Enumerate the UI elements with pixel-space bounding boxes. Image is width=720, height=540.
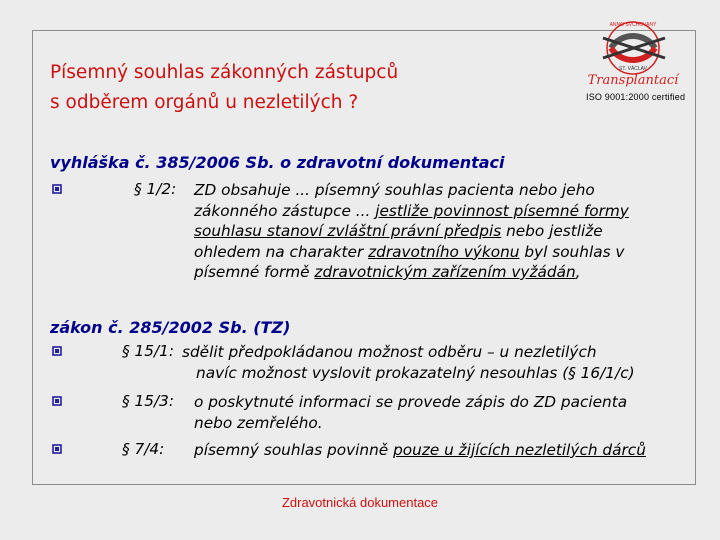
section2-item2-text: [194, 392, 627, 433]
square-bullet-icon: [52, 346, 62, 356]
underlined-text: jestliže povinnost písemné formy: [375, 201, 629, 220]
text-line: [194, 262, 629, 283]
section1-item1-text: [194, 180, 629, 283]
title-line-1: Písemný souhlas zákonných zástupců: [50, 62, 399, 83]
logo-sub-text: ST. VÁCLAV: [619, 66, 647, 72]
section2-item3-text: [194, 440, 646, 461]
text-line: [194, 242, 629, 263]
logo-top-text: ANNO SVCHOVANÝ: [609, 22, 657, 28]
square-bullet-icon: [52, 184, 62, 194]
text-part: písemné formě: [194, 263, 315, 281]
text-line: o poskytnuté informaci se provede zápis do ZD pacienta: [194, 393, 628, 411]
title-line-2: s odběrem orgánů u nezletilých ?: [50, 92, 359, 113]
square-bullet-icon: [52, 396, 62, 406]
iso-certification: ISO 9001:2000 certified: [586, 92, 686, 102]
text-part: zákonného zástupce ...: [194, 201, 376, 220]
text-line: sdělit předpokládanou možnost odběru – u nezletilých: [182, 343, 597, 361]
page-title: [50, 58, 550, 118]
section2-item3-label: § 7/4:: [122, 440, 165, 458]
square-bullet-icon: [52, 444, 62, 454]
footer-label: Zdravotnická dokumentace: [281, 495, 439, 510]
logo-brand: Transplantací: [587, 73, 679, 88]
underlined-text: zdravotnickým zařízením vyžádán: [314, 263, 576, 281]
text-part: písemný souhlas povinně: [194, 441, 394, 459]
text-line: navíc možnost vyslovit prokazatelný nesouhlas (§ 16/1/c): [196, 363, 635, 382]
text-line: [194, 440, 646, 461]
section2-item2-label: § 15/3:: [122, 392, 175, 410]
text-part: ,: [575, 263, 581, 281]
text-part: byl souhlas v: [519, 242, 625, 261]
section2-item1-text: [182, 342, 635, 383]
text-line: nebo zemřelého.: [194, 413, 323, 432]
section2-heading: zákon č. 285/2002 Sb. (TZ): [50, 318, 291, 337]
transplant-logo-icon: [575, 18, 695, 96]
underlined-text: zdravotního výkonu: [368, 242, 520, 261]
section2-item1-label: § 15/1:: [122, 342, 175, 360]
text-line: [194, 221, 629, 242]
text-line: [194, 201, 629, 222]
section1-item1-label: § 1/2:: [134, 180, 177, 198]
section1-heading: vyhláška č. 385/2006 Sb. o zdravotní dokumentaci: [50, 153, 505, 172]
underlined-text: souhlasu stanoví zvláštní právní předpis: [194, 222, 502, 240]
underlined-text: pouze u žijících nezletilých dárců: [393, 441, 646, 459]
text-part: ohledem na charakter: [194, 242, 369, 261]
text-part: nebo jestliže: [501, 222, 603, 240]
text-line: ZD obsahuje ... písemný souhlas pacienta nebo jeho: [194, 181, 595, 199]
